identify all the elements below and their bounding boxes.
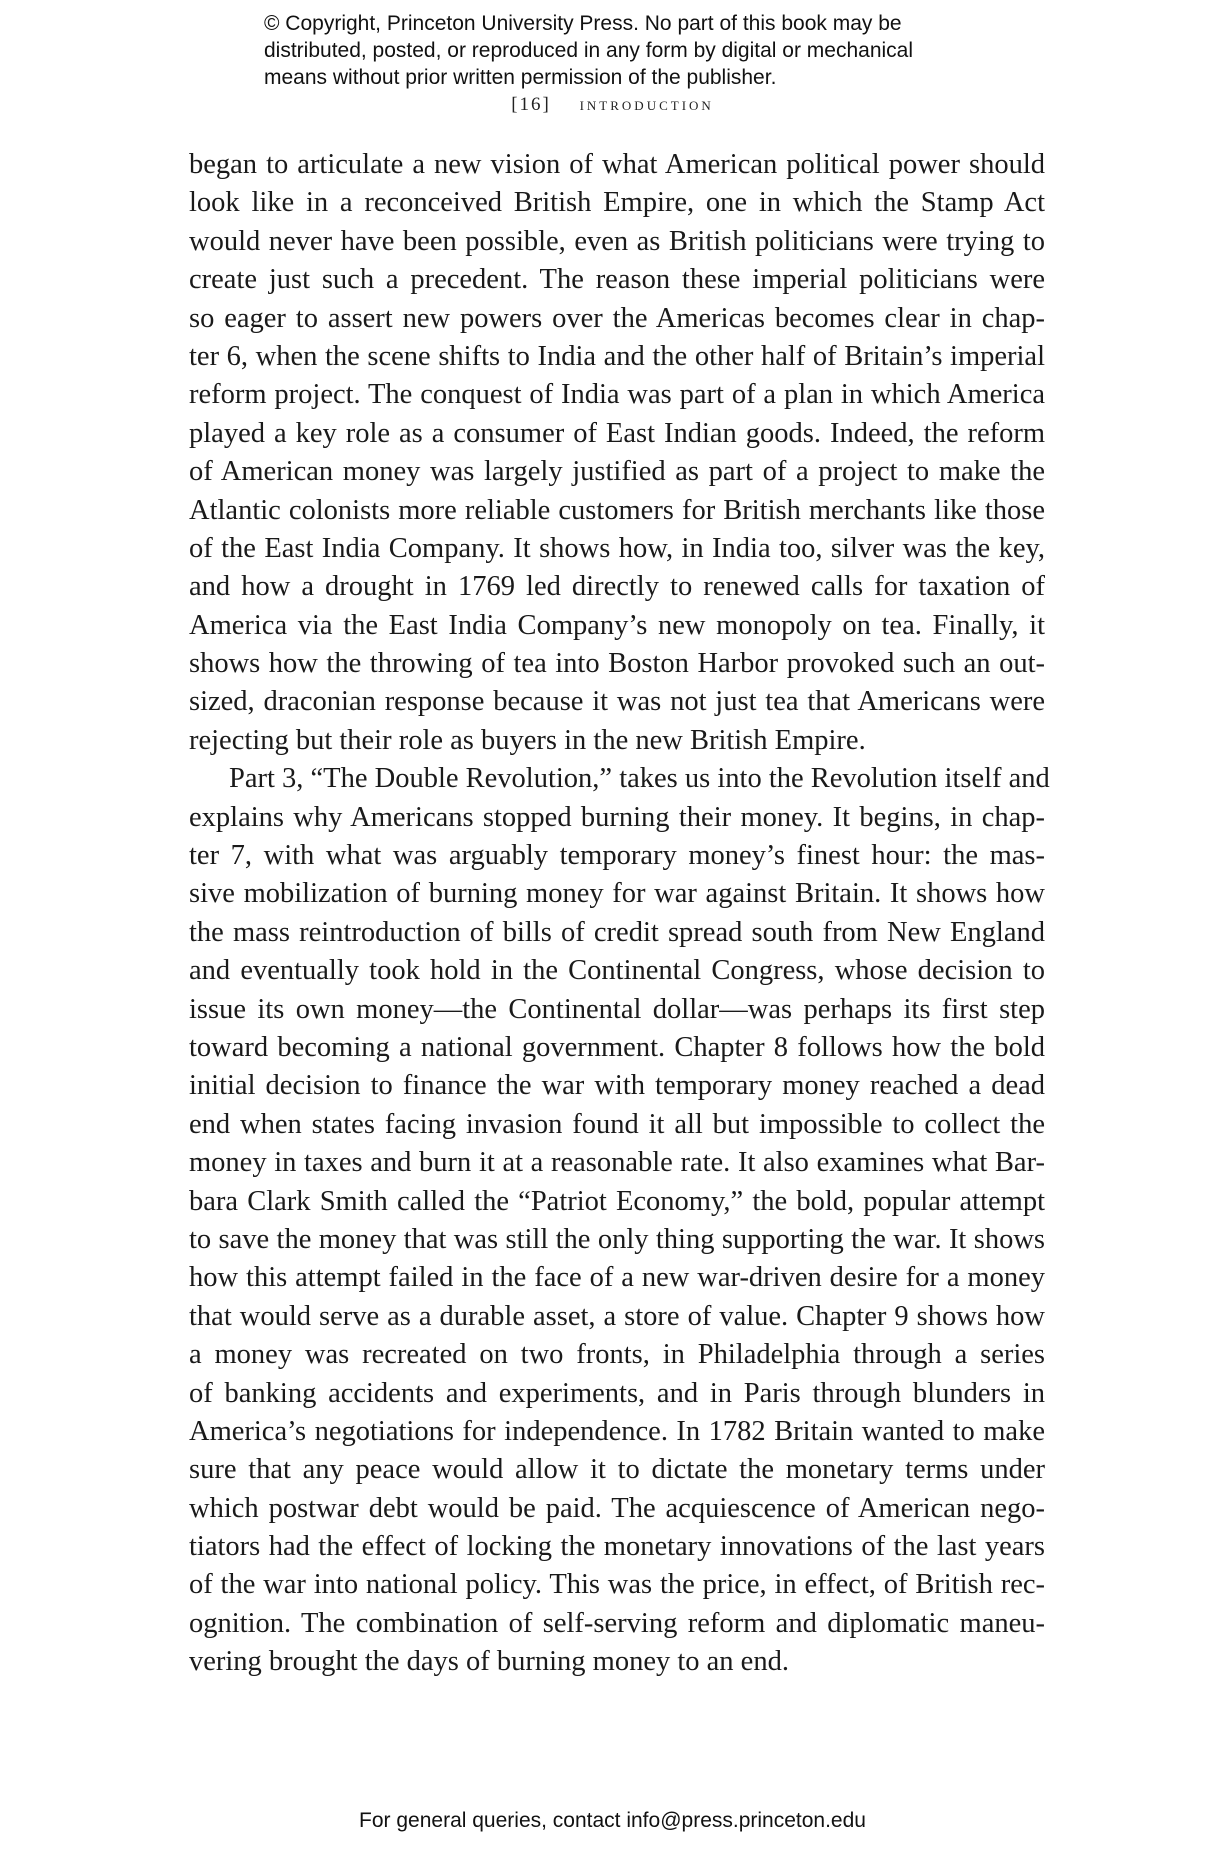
text-line: tiators had the effect of locking the monetary innovations of the last years (189, 1531, 1045, 1563)
text-line: to save the money that was still the only thing supporting the war. It shows (189, 1223, 1045, 1255)
text-line: money in taxes and burn it at a reasonable rate. It also examines what Bar- (189, 1147, 1045, 1179)
text-line: which postwar debt would be paid. The acquiescence of American nego- (189, 1492, 1045, 1524)
paragraph (189, 760, 1050, 1681)
text-line: issue its own money—the Continental dollar—was perhaps its first step (189, 993, 1045, 1025)
text-line: end when states facing invasion found it all but impossible to collect the (189, 1108, 1045, 1140)
page-number: [16] (511, 94, 551, 115)
text-line: of the war into national policy. This was the price, in effect, of British rec- (189, 1569, 1045, 1601)
text-line: played a key role as a consumer of East Indian goods. Indeed, the reform (189, 417, 1045, 449)
text-line: shows how the throwing of tea into Boston Harbor provoked such an out- (189, 648, 1045, 680)
copyright-line: © Copyright, Princeton University Press. No part of this book may be (264, 12, 902, 35)
text-line: would never have been possible, even as British politicians were trying to (189, 225, 1045, 257)
text-line: Part 3, “The Double Revolution,” takes us into the Revolution itself and (229, 763, 1050, 795)
text-line: Atlantic colonists more reliable customers for British merchants like those (189, 494, 1045, 526)
copyright-line: distributed, posted, or reproduced in any form by digital or mechanical (264, 39, 914, 62)
text-line: sure that any peace would allow it to dictate the monetary terms under (189, 1454, 1045, 1486)
text-line: bara Clark Smith called the “Patriot Economy,” the bold, popular attempt (189, 1185, 1045, 1217)
copyright-notice (264, 10, 984, 91)
footer-contact: For general queries, contact info@press.princeton.edu (359, 1809, 866, 1832)
text-line: and eventually took hold in the Continental Congress, whose decision to (189, 955, 1045, 987)
text-line: sized, draconian response because it was not just tea that Americans were (189, 686, 1045, 718)
text-line: America via the East India Company’s new monopoly on tea. Finally, it (189, 609, 1045, 641)
text-line: sive mobilization of burning money for war against Britain. It shows how (189, 878, 1045, 910)
running-head-title: introduction (579, 94, 714, 115)
text-line: rejecting but their role as buyers in the new British Empire. (189, 724, 866, 756)
paragraph (189, 146, 1045, 760)
text-line: a money was recreated on two fronts, in Philadelphia through a series (189, 1339, 1045, 1371)
text-line: began to articulate a new vision of what American political power should (189, 149, 1045, 180)
running-head (0, 94, 1225, 116)
text-line: and how a drought in 1769 led directly to renewed calls for taxation of (189, 571, 1045, 603)
text-line: vering brought the days of burning money to an end. (189, 1646, 789, 1678)
text-line: of American money was largely justified as part of a project to make the (189, 456, 1045, 488)
text-line: of the East India Company. It shows how, in India too, silver was the key, (189, 532, 1045, 564)
text-line: ter 6, when the scene shifts to India and the other half of Britain’s imperial (189, 340, 1045, 372)
text-line: create just such a precedent. The reason these imperial politicians were (189, 264, 1045, 296)
text-line: explains why Americans stopped burning their money. It begins, in chap- (189, 801, 1045, 833)
text-line: initial decision to finance the war with temporary money reached a dead (189, 1070, 1045, 1102)
text-line: the mass reintroduction of bills of credit spread south from New England (189, 916, 1045, 948)
copyright-line: means without prior written permission of the publisher. (264, 66, 777, 89)
text-line: ognition. The combination of self-serving reform and diplomatic maneu- (189, 1607, 1045, 1639)
text-line: ter 7, with what was arguably temporary money’s finest hour: the mas- (189, 840, 1045, 872)
text-line: look like in a reconceived British Empire, one in which the Stamp Act (189, 187, 1045, 219)
text-line: toward becoming a national government. Chapter 8 follows how the bold (189, 1031, 1045, 1063)
text-line: America’s negotiations for independence. In 1782 Britain wanted to make (189, 1415, 1045, 1447)
body-text (189, 146, 1050, 1682)
text-line: reform project. The conquest of India was part of a plan in which America (189, 379, 1045, 411)
text-line: so eager to assert new powers over the Americas becomes clear in chap- (189, 302, 1045, 334)
text-line: of banking accidents and experiments, and in Paris through blunders in (189, 1377, 1045, 1409)
text-line: that would serve as a durable asset, a store of value. Chapter 9 shows how (189, 1300, 1045, 1332)
text-line: how this attempt failed in the face of a new war-driven desire for a money (189, 1262, 1045, 1294)
